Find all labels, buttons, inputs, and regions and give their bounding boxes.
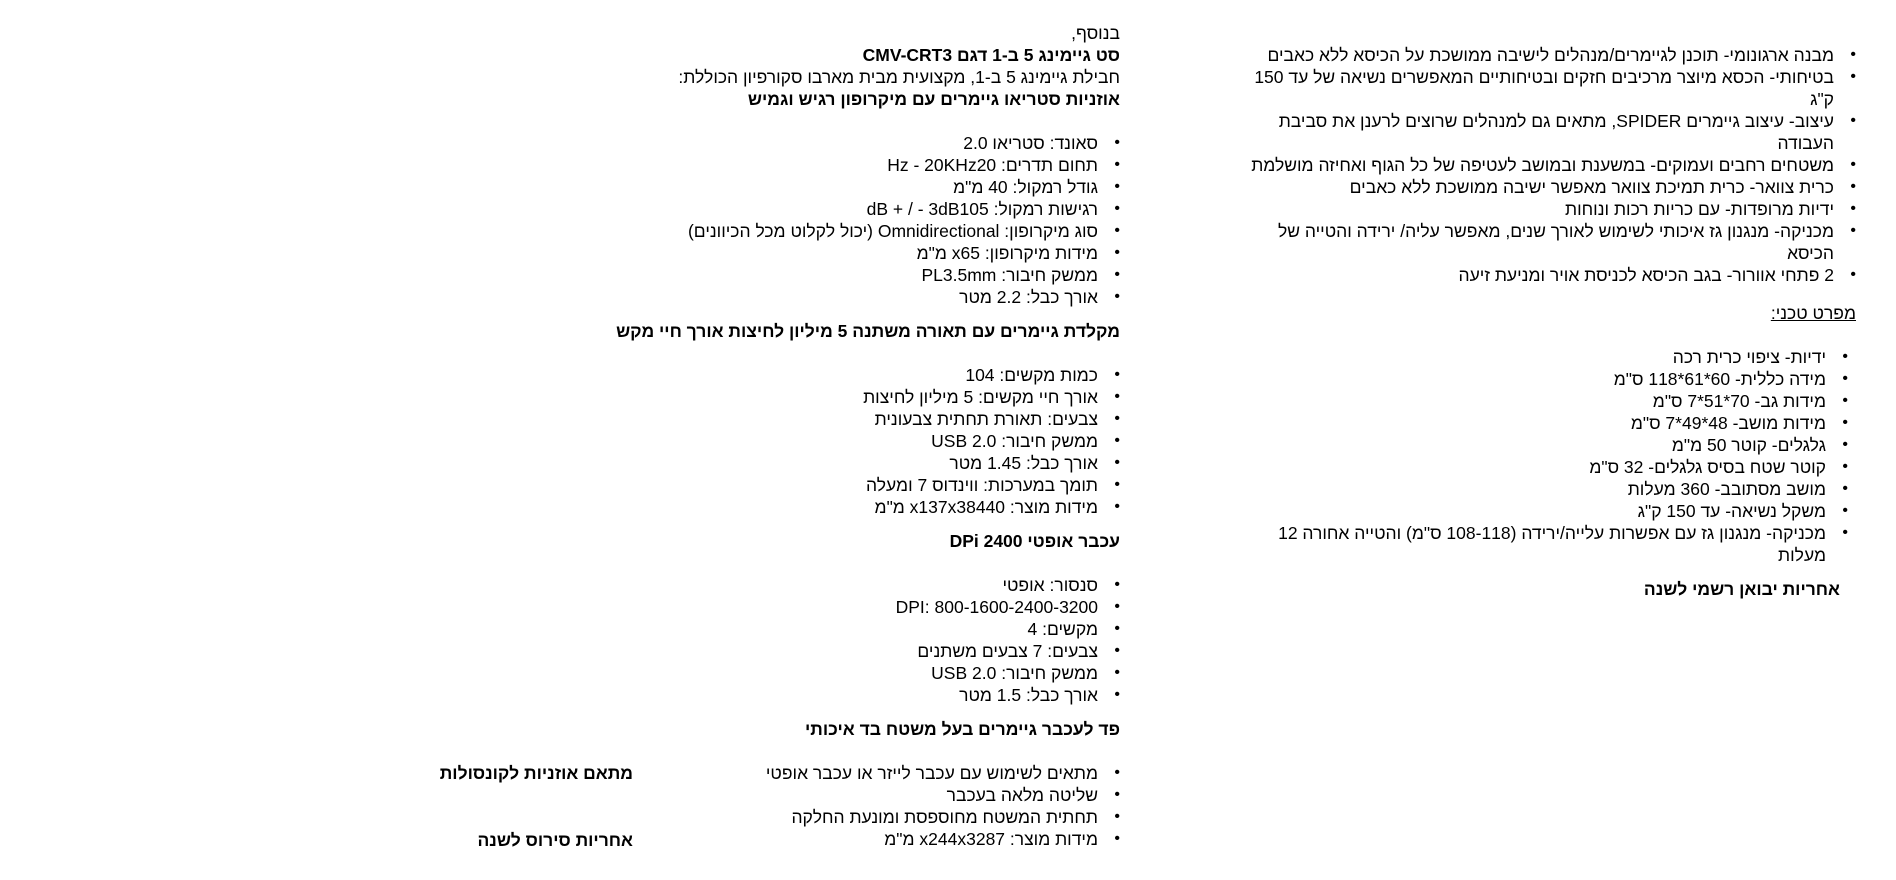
keyboard-specs-list [360,364,1120,518]
list-item: • שליטה מלאה בעכבר [360,784,1120,806]
list-item: • אורך חיי מקשים: 5 מיליון לחיצות [360,386,1120,408]
list-item: • מבנה ארגונומי- תוכנן לגיימרים/מנהלים לישיבה ממושכת על הכיסא ללא כאבים [1231,44,1856,66]
list-item: • מידות מוצר: x244x3287 מ"מ [360,828,1120,850]
list-item: • עיצוב- עיצוב גיימרים SPIDER, מתאים גם למנהלים שרוצים לרענן את סביבת העבודה [1231,110,1856,154]
list-item: • תחום תדרים: Hz - 20KHz20 [360,154,1120,176]
list-item: • אורך כבל: 2.2 מטר [360,286,1120,308]
list-item: • צבעים: תאורת תחתית צבעונית [360,408,1120,430]
service-warranty-note: אחריות סירוס לשנה [477,830,633,850]
list-item: • מידות גב- 70*51*7 ס"מ [1231,390,1848,412]
gaming-set-column [360,22,1120,850]
list-item: • מידות מיקרופון: x65 מ"מ [360,242,1120,264]
list-item: • כמות מקשים: 104 [360,364,1120,386]
list-item: • אורך כבל: 1.45 מטר [360,452,1120,474]
spec-title: מפרט טכני: [1770,303,1856,323]
intro-text: בנוסף, [1071,23,1120,43]
list-item: • DPI: 800-1600-2400-3200 [360,596,1120,618]
keyboard-title: מקלדת גיימרים עם תאורה משתנה 5 מיליון לחיצות אורך חיי מקש [616,321,1120,341]
list-item: • גודל רמקול: 40 מ"מ [360,176,1120,198]
list-item: • תחתית המשטח מחוספסת ומונעת החלקה [360,806,1120,828]
mouse-specs-list [360,574,1120,706]
list-item: • משקל נשיאה- עד 150 ק"ג [1231,500,1848,522]
list-item: • ידיות מרופדות- עם כריות רכות ונוחות [1231,198,1856,220]
list-item: • תומך במערכות: ווינדוס 7 ומעלה [360,474,1120,496]
headset-specs-list [360,132,1120,308]
chair-features-list [1231,44,1856,286]
headset-title: אוזניות סטריאו גיימרים עם מיקרופון רגיש וגמיש [747,89,1120,109]
pad-title: פד לעכבר גיימרים בעל משטח בד איכותי [805,719,1120,739]
list-item: • סנסור: אופטי [360,574,1120,596]
list-item: • סאונד: סטריאו 2.0 [360,132,1120,154]
list-item: • מושב מסתובב- 360 מעלות [1231,478,1848,500]
list-item: • גלגלים- קוטר 50 מ"מ [1231,434,1848,456]
list-item: • כרית צוואר- כרית תמיכת צוואר מאפשר ישיבה ממושכת ללא כאבים [1231,176,1856,198]
list-item: • מכניקה- מנגנון גז עם אפשרות עלייה/ירידה (108-118 ס"מ) והטייה אחורה 12 מעלות [1231,522,1848,566]
list-item: • ידיות- ציפוי כרית רכה [1231,346,1848,368]
set-description: חבילת גיימינג 5 ב-1, מקצועית מבית מארבו סקורפיון הכוללת: [678,67,1120,87]
warranty-note: אחריות יבואן רשמי לשנה [1643,579,1840,599]
list-item: • מידות מושב- 48*49*7 ס"מ [1231,412,1848,434]
set-title: סט גיימינג 5 ב-1 דגם CMV-CRT3 [862,45,1120,65]
list-item: • מידות מוצר: x137x38440 מ"מ [360,496,1120,518]
list-item: • קוטר שטח בסיס גלגלים- 32 ס"מ [1231,456,1848,478]
list-item: • 2 פתחי אוורור- בגב הכיסא לכניסת אויר ומניעת זיעה [1231,264,1856,286]
list-item: • סוג מיקרופון: Omnidirectional (יכול לקלוט מכל הכיוונים) [360,220,1120,242]
list-item: • מכניקה- מנגנון גז איכותי לשימוש לאורך שנים, מאפשר עליה/ ירידה והטייה של הכיסא [1231,220,1856,264]
list-item: • ממשק חיבור: PL3.5mm [360,264,1120,286]
list-item: • אורך כבל: 1.5 מטר [360,684,1120,706]
chair-specs-list [1231,346,1856,566]
list-item: • מקשים: 4 [360,618,1120,640]
list-item: • ממשק חיבור: USB 2.0 [360,430,1120,452]
list-item: • משטחים רחבים ועמוקים- במשענת ובמושב לעטיפה של כל הגוף ואחיזה מושלמת [1231,154,1856,176]
list-item: • מידה כללית- 60*61*118 ס"מ [1231,368,1848,390]
list-item: • מתאים לשימוש עם עכבר לייזר או עכבר אופטי [360,762,1120,784]
list-item: • ממשק חיבור: USB 2.0 [360,662,1120,684]
list-item: • רגישות רמקול: dB + / - 3dB105 [360,198,1120,220]
list-item: • בטיחותי- הכסא מיוצר מרכיבים חזקים ובטיחותיים המאפשרים נשיאה של עד 150 ק"ג [1231,66,1856,110]
consoles-note: מתאם אוזניות לקונסולות [439,763,633,783]
chair-column [1231,44,1856,600]
mouse-title: עכבר אופטי DPi 2400 [949,531,1120,551]
list-item: • צבעים: 7 צבעים משתנים [360,640,1120,662]
